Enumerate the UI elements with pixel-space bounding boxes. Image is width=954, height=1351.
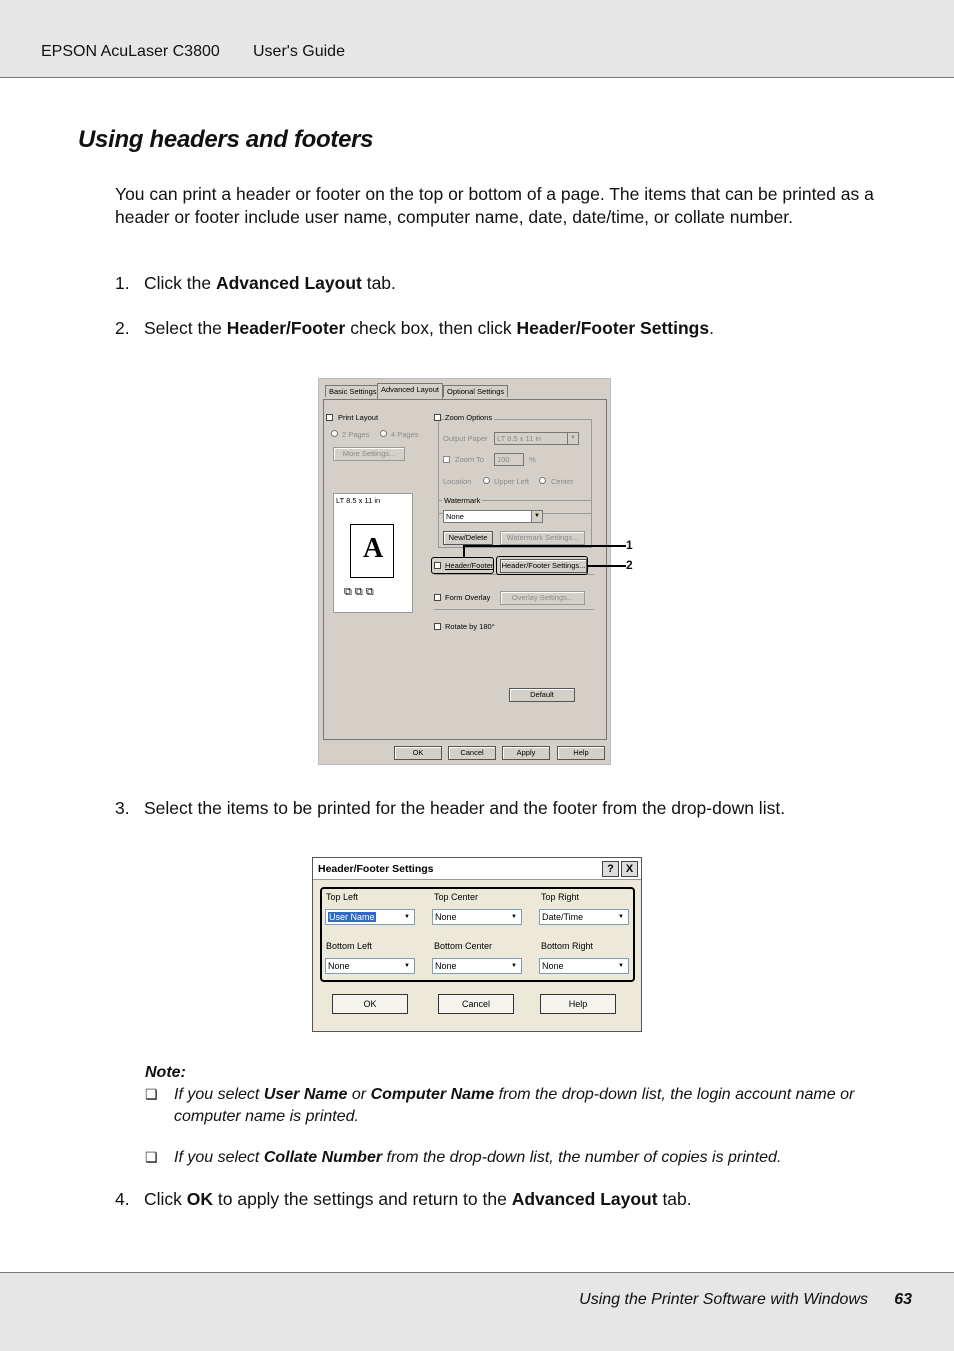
step-number: 2. — [115, 318, 130, 338]
chevron-down-icon: ▼ — [618, 963, 624, 969]
bottom-left-select[interactable]: None ▼ — [325, 958, 415, 974]
rotate-label: Rotate by 180° — [445, 622, 495, 631]
layout-preview — [333, 493, 413, 613]
center-radio[interactable] — [539, 477, 546, 484]
watermark-label: Watermark — [444, 496, 481, 505]
zoom-to-label: Zoom To — [455, 455, 485, 464]
intro-paragraph: You can print a header or footer on the top or bottom of a page. The items that can be printed as a header or footer include user name, computer name, date, date/time, or collate number. — [115, 184, 874, 227]
note-item — [145, 1147, 865, 1169]
dialog-titlebar — [313, 858, 641, 880]
form-overlay-label: Form Overlay — [445, 593, 491, 602]
page-header — [0, 0, 954, 78]
note-item — [145, 1084, 865, 1127]
guide-name: User's Guide — [253, 43, 345, 60]
output-paper-select[interactable]: LT 8.5 x 11 in ▼ — [494, 432, 579, 445]
output-paper-label: Output Paper — [443, 434, 488, 443]
callout-leader-2 — [588, 565, 626, 567]
ok-button[interactable]: OK — [394, 746, 442, 760]
header-footer-settings-button[interactable]: Header/Footer Settings... — [500, 559, 587, 573]
location-label: Location — [443, 477, 472, 486]
help-button[interactable]: Help — [540, 994, 616, 1014]
bottom-left-label: Bottom Left — [326, 941, 373, 951]
callout-number-2: 2 — [626, 558, 633, 572]
copy-icons: ⧉ ⧉ ⧉ — [344, 586, 374, 598]
chevron-down-icon: ▼ — [511, 963, 517, 969]
tab-basic-settings[interactable]: Basic Settings — [325, 385, 381, 397]
chevron-down-icon: ▼ — [531, 511, 542, 522]
tab-optional-settings[interactable]: Optional Settings — [443, 385, 508, 397]
callout-leader-1 — [463, 545, 465, 557]
cancel-button[interactable]: Cancel — [448, 746, 496, 760]
product-name: EPSON AcuLaser C3800 — [41, 43, 220, 60]
zoom-value-spinner[interactable]: 100 — [494, 453, 524, 466]
bottom-right-label: Bottom Right — [541, 941, 594, 951]
default-button[interactable]: Default — [509, 688, 575, 702]
bullet-icon: ❏ — [145, 1086, 158, 1102]
step-1 — [115, 272, 396, 295]
step-text: Select the items to be printed for the header and the footer from the drop-down list. — [144, 798, 786, 818]
top-left-label: Top Left — [326, 892, 359, 902]
bottom-center-select[interactable]: None ▼ — [432, 958, 522, 974]
zoom-options-label: Zoom Options — [445, 413, 493, 422]
chevron-down-icon: ▼ — [511, 914, 517, 920]
upper-left-radio[interactable] — [483, 477, 490, 484]
callout-box-2 — [496, 556, 588, 575]
step-text: Click OK to apply the settings and return to the Advanced Layout tab. — [144, 1189, 692, 1209]
section-title: Using headers and footers — [78, 126, 374, 153]
step-number: 4. — [115, 1189, 130, 1209]
step-3 — [115, 797, 785, 820]
top-center-label: Top Center — [434, 892, 479, 902]
page-preview — [350, 524, 394, 578]
bottom-center-label: Bottom Center — [434, 941, 493, 951]
preview-letter: A — [363, 533, 384, 564]
print-layout-checkbox[interactable] — [326, 414, 333, 421]
callout-number-1: 1 — [626, 538, 633, 552]
footer-section: Using the Printer Software with Windows — [579, 1291, 868, 1308]
note-text: If you select Collate Number from the drop-down list, the number of copies is printed. — [174, 1149, 782, 1166]
help-icon[interactable]: ? — [602, 861, 619, 877]
top-right-select[interactable]: Date/Time ▼ — [539, 909, 629, 925]
top-right-label: Top Right — [541, 892, 580, 902]
chevron-down-icon: ▼ — [404, 963, 410, 969]
note-title: Note: — [145, 1064, 186, 1081]
step-number: 3. — [115, 798, 130, 818]
bullet-icon: ❏ — [145, 1149, 158, 1165]
step-2 — [115, 317, 714, 340]
new-delete-button[interactable]: New/Delete — [443, 531, 493, 545]
header-footer-dialog — [312, 857, 642, 1032]
form-overlay-checkbox[interactable] — [434, 594, 441, 601]
callout-box-1 — [431, 557, 494, 574]
driver-screenshot — [318, 378, 611, 765]
tab-advanced-layout[interactable]: Advanced Layout — [377, 383, 443, 399]
step-4 — [115, 1188, 692, 1211]
chevron-down-icon: ▼ — [618, 914, 624, 920]
header-footer-label: Header/Footer — [445, 561, 494, 570]
percent-label: % — [529, 455, 536, 464]
step-text: Select the Header/Footer check box, then click Header/Footer Settings. — [144, 318, 714, 338]
note-text: If you select User Name or Computer Name from the drop-down list, the login account name or computer name is printed. — [174, 1086, 855, 1125]
step-number: 1. — [115, 273, 130, 293]
four-pages-label: 4 Pages — [391, 430, 419, 439]
apply-button[interactable]: Apply — [502, 746, 550, 760]
page-footer — [0, 1272, 954, 1351]
page-number: 63 — [894, 1291, 912, 1308]
top-left-select[interactable]: User Name ▼ — [325, 909, 415, 925]
callout-leader-1 — [463, 545, 626, 547]
dialog-title: Header/Footer Settings — [318, 863, 434, 875]
help-button[interactable]: Help — [557, 746, 605, 760]
more-settings-button[interactable]: More Settings... — [333, 447, 405, 461]
zoom-options-checkbox[interactable] — [434, 414, 441, 421]
step-text: Click the Advanced Layout tab. — [144, 273, 396, 293]
upper-left-label: Upper Left — [494, 477, 530, 486]
four-pages-radio[interactable] — [380, 430, 387, 437]
zoom-to-checkbox[interactable] — [443, 456, 450, 463]
overlay-settings-button[interactable]: Overlay Settings... — [500, 591, 585, 605]
separator — [434, 609, 594, 610]
chevron-down-icon: ▼ — [404, 914, 410, 920]
rotate-checkbox[interactable] — [434, 623, 441, 630]
watermark-settings-button[interactable]: Watermark Settings... — [500, 531, 585, 545]
watermark-select[interactable]: None ▼ — [443, 510, 543, 523]
top-center-select[interactable]: None ▼ — [432, 909, 522, 925]
close-icon[interactable]: X — [621, 861, 638, 877]
cancel-button[interactable]: Cancel — [438, 994, 514, 1014]
ok-button[interactable]: OK — [332, 994, 408, 1014]
center-label: Center — [551, 477, 574, 486]
print-layout-label: Print Layout — [338, 413, 379, 422]
bottom-right-select[interactable]: None ▼ — [539, 958, 629, 974]
chevron-down-icon: ▼ — [567, 433, 578, 444]
two-pages-radio[interactable] — [331, 430, 338, 437]
two-pages-label: 2 Pages — [342, 430, 370, 439]
preview-paper-label: LT 8.5 x 11 in — [336, 496, 381, 505]
